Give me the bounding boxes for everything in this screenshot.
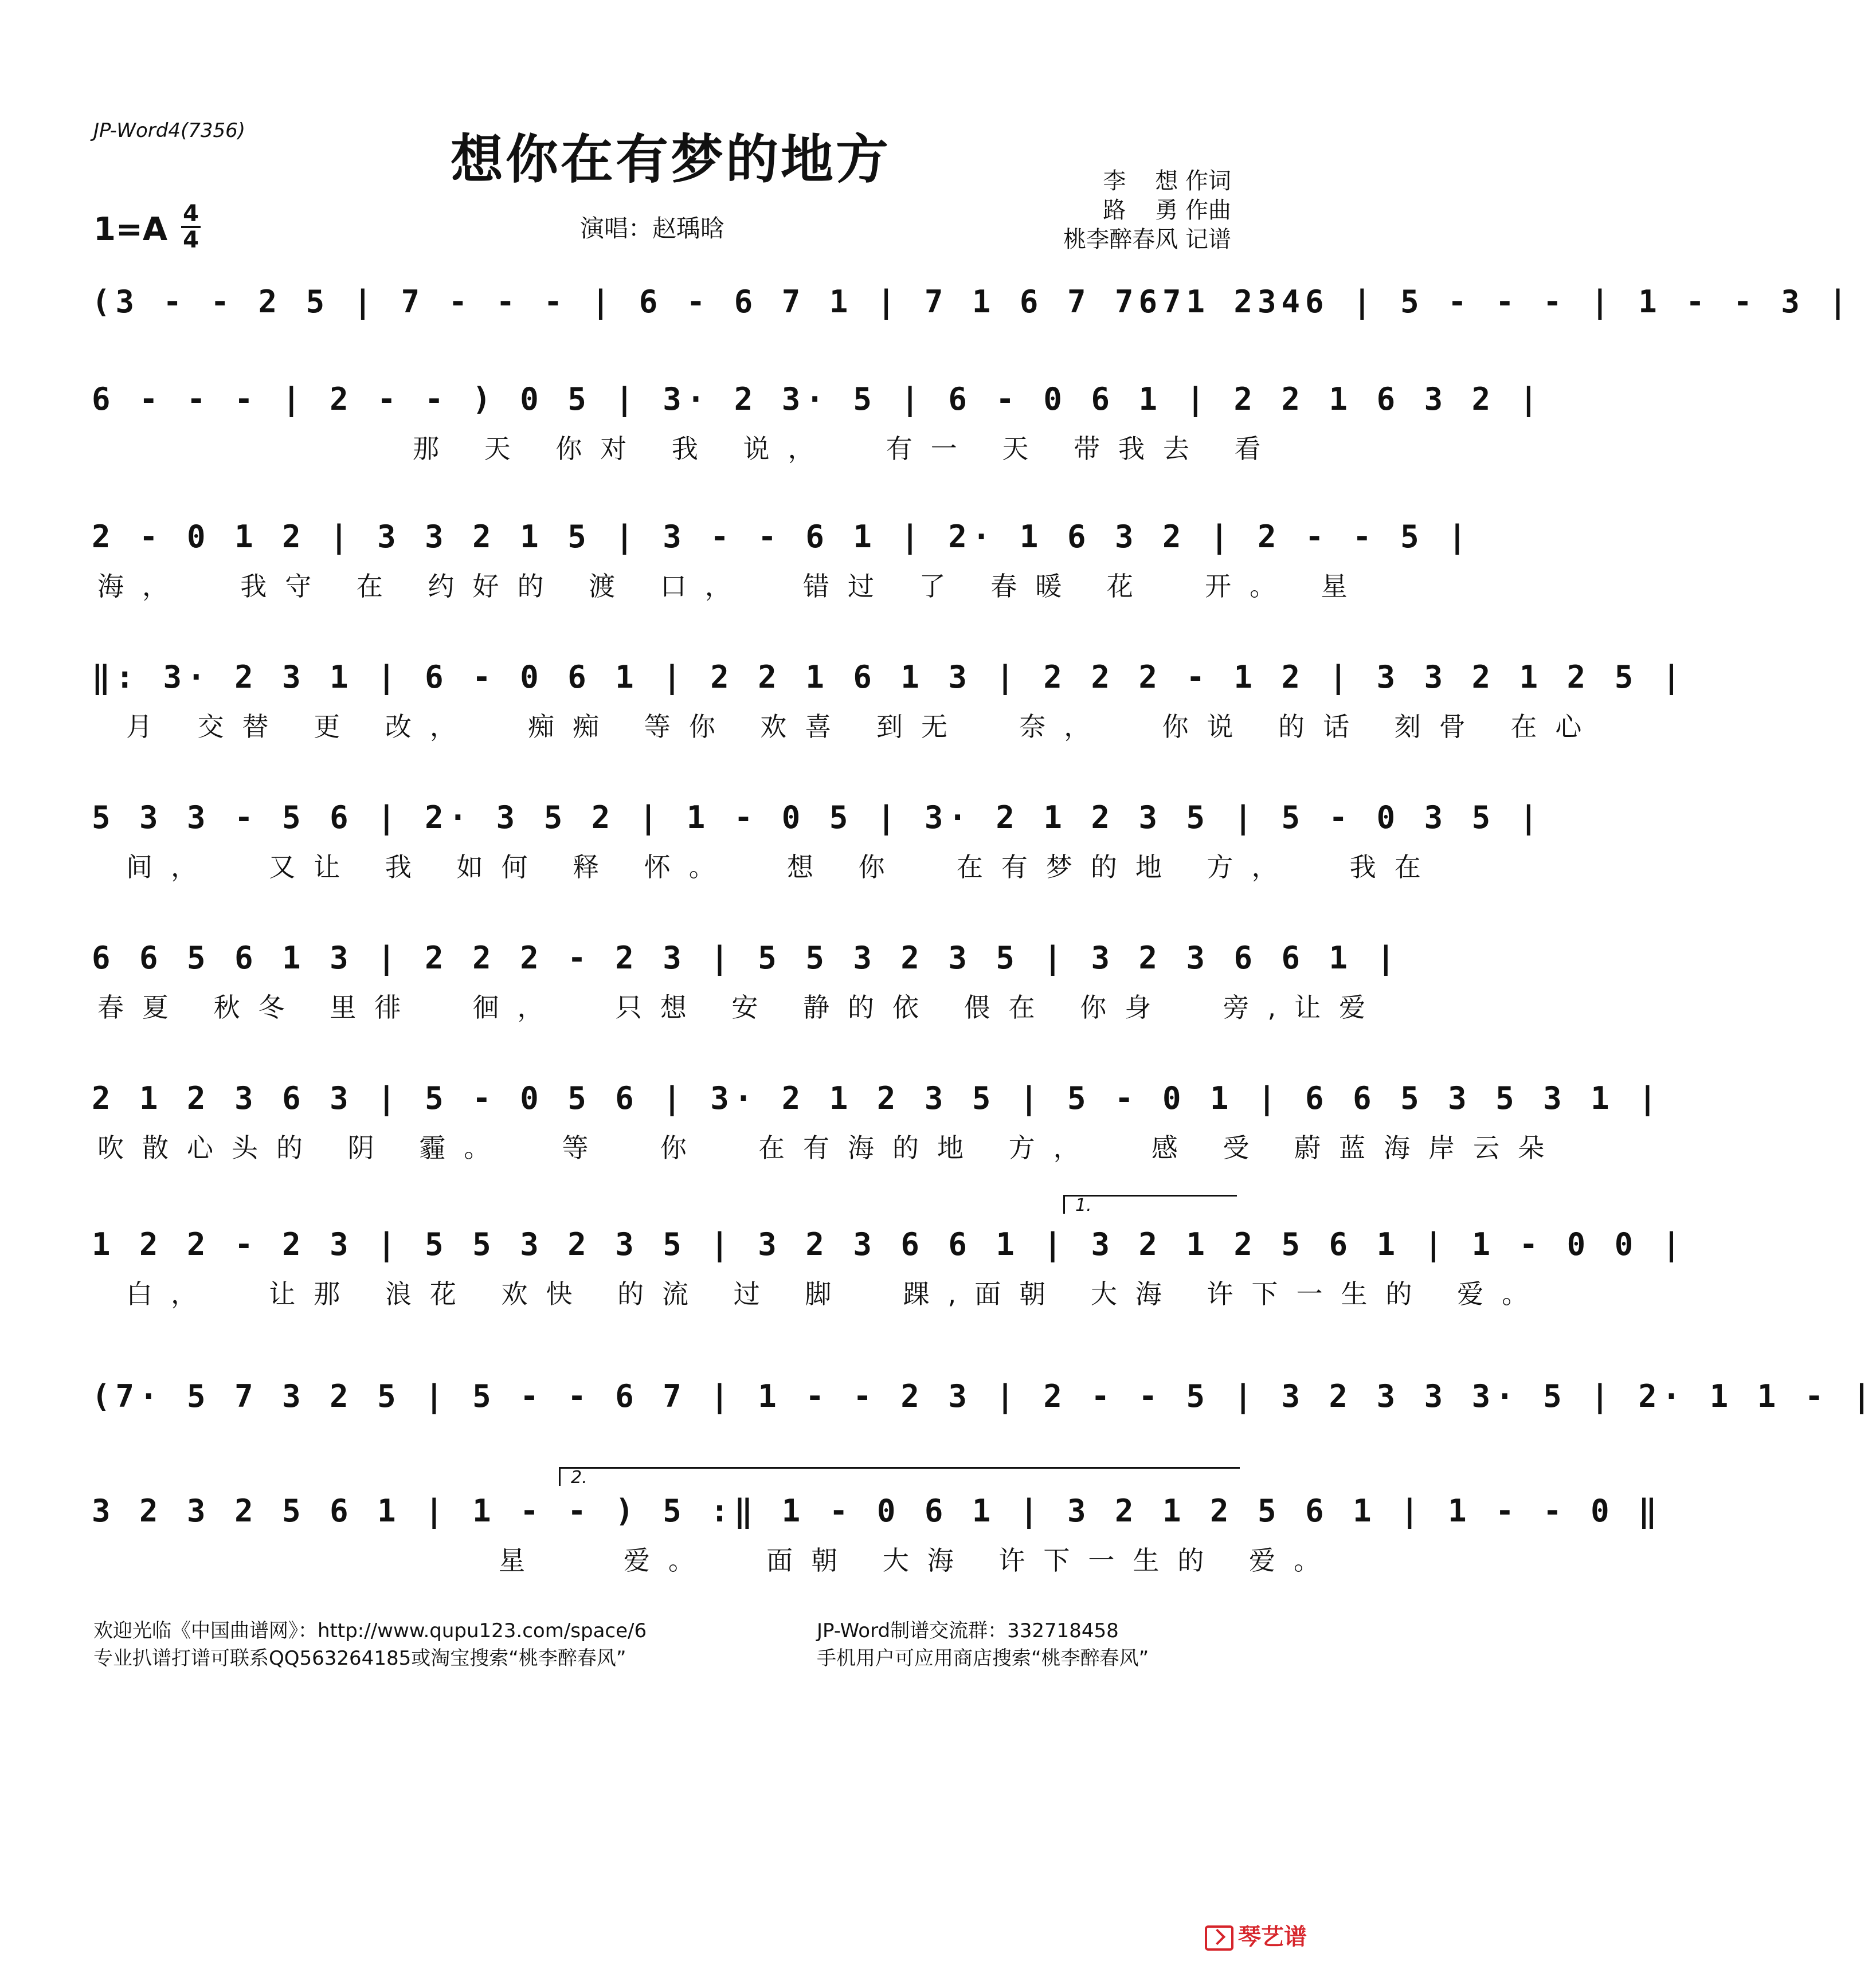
lyric-line: 那 天 你对 我 说， 有一 天 带我去 看 — [413, 433, 1279, 464]
time-signature-bottom: 4 — [183, 227, 199, 253]
footer-group: JP-Word制谱交流群：332718458 — [817, 1619, 1119, 1642]
first-ending-label: 1. — [1075, 1195, 1092, 1215]
notation: (7· 5 7 3 2 5 | 5 - - 6 7 | 1 - - 2 3 | 2 - - 5 | 3 2 3 3 3· 5 | 2· 1 1 - | — [92, 1378, 1876, 1414]
notation: 3 2 3 2 5 6 1 | 1 - - ) 5 :‖ 1 - 0 6 1 | 3 2 1 2 5 6 1 | 1 - - 0 ‖ — [92, 1493, 1662, 1529]
song-title: 想你在有梦的地方 — [450, 129, 891, 190]
notation: (3 - - 2 5 | 7 - - - | 6 - 6 7 1 | 7 1 6 7 7671 2346 | 5 - - - | 1 - - 3 | — [92, 284, 1852, 320]
first-ending-bracket — [1063, 1195, 1237, 1214]
lyric-line: 海， 我守 在 约好的 渡 口， 错过 了 春暖 花 开。 星 — [97, 571, 1366, 602]
lyric-line: 星 爱。 面朝 大海 许下一生的 爱。 — [499, 1545, 1338, 1576]
lyricist-credit: 李 想 作词 — [1103, 168, 1231, 194]
brand-logo — [1205, 1919, 1307, 1951]
singer-credit: 演唱：赵瑀晗 — [580, 214, 725, 242]
notation: 6 - - - | 2 - - ) 0 5 | 3· 2 3· 5 | 6 - 0 6 1 | 2 2 1 6 3 2 | — [92, 381, 1544, 417]
footer-app: 手机用户可应用商店搜索“桃李醉春风” — [817, 1647, 1149, 1670]
notation: 5 3 3 - 5 6 | 2· 3 5 2 | 1 - 0 5 | 3· 2 1 2 3 5 | 5 - 0 3 5 | — [92, 799, 1544, 836]
brand-name: 琴艺谱 — [1238, 1924, 1307, 1950]
lyric-line: 月 交替 更 改， 痴痴 等你 欢喜 到无 奈， 你说 的话 刻骨 在心 — [126, 711, 1600, 742]
notation: 1 2 2 - 2 3 | 5 5 3 2 3 5 | 3 2 3 6 6 1 | 3 2 1 2 5 6 1 | 1 - 0 0 | — [92, 1226, 1686, 1262]
brand-icon — [1205, 1925, 1233, 1951]
footer-website: 欢迎光临《中国曲谱网》：http://www.qupu123.com/space/6 — [93, 1619, 647, 1642]
lyric-line: 白， 让那 浪花 欢快 的流 过 脚 踝,面朝 大海 许下一生的 爱。 — [126, 1278, 1547, 1309]
footer-contact: 专业扒谱打谱可联系QQ563264185或淘宝搜索“桃李醉春风” — [93, 1647, 626, 1670]
time-signature-top: 4 — [183, 201, 199, 227]
lyric-line: 吹散心头的 阴 霾。 等 你 在有海的地 方， 感 受 蔚蓝海岸云朵 — [97, 1132, 1563, 1163]
time-signature — [181, 202, 201, 252]
software-label: JP-Word4(7356) — [93, 119, 246, 142]
lyric-line: 春夏 秋冬 里徘 徊， 只想 安 静的依 偎在 你身 旁,让爱 — [97, 992, 1384, 1023]
notation: ‖: 3· 2 3 1 | 6 - 0 6 1 | 2 2 1 6 1 3 | 2 2 2 - 1 2 | 3 3 2 1 2 5 | — [92, 659, 1686, 695]
composer-credit: 路 勇 作曲 — [1103, 197, 1231, 223]
second-ending-bracket — [559, 1467, 1240, 1486]
notation: 2 1 2 3 6 3 | 5 - 0 5 6 | 3· 2 1 2 3 5 | 5 - 0 1 | 6 6 5 3 5 3 1 | — [92, 1080, 1662, 1116]
transcriber-credit: 桃李醉春风 记谱 — [1063, 226, 1231, 253]
notation: 2 - 0 1 2 | 3 3 2 1 5 | 3 - - 6 1 | 2· 1 6 3 2 | 2 - - 5 | — [92, 519, 1472, 555]
notation: 6 6 5 6 1 3 | 2 2 2 - 2 3 | 5 5 3 2 3 5 | 3 2 3 6 6 1 | — [92, 940, 1401, 976]
second-ending-label: 2. — [571, 1468, 588, 1488]
lyric-line: 间， 又让 我 如何 释 怀。 想 你 在有梦的地 方， 我在 — [126, 852, 1439, 882]
key-signature: 1=A — [93, 211, 168, 248]
